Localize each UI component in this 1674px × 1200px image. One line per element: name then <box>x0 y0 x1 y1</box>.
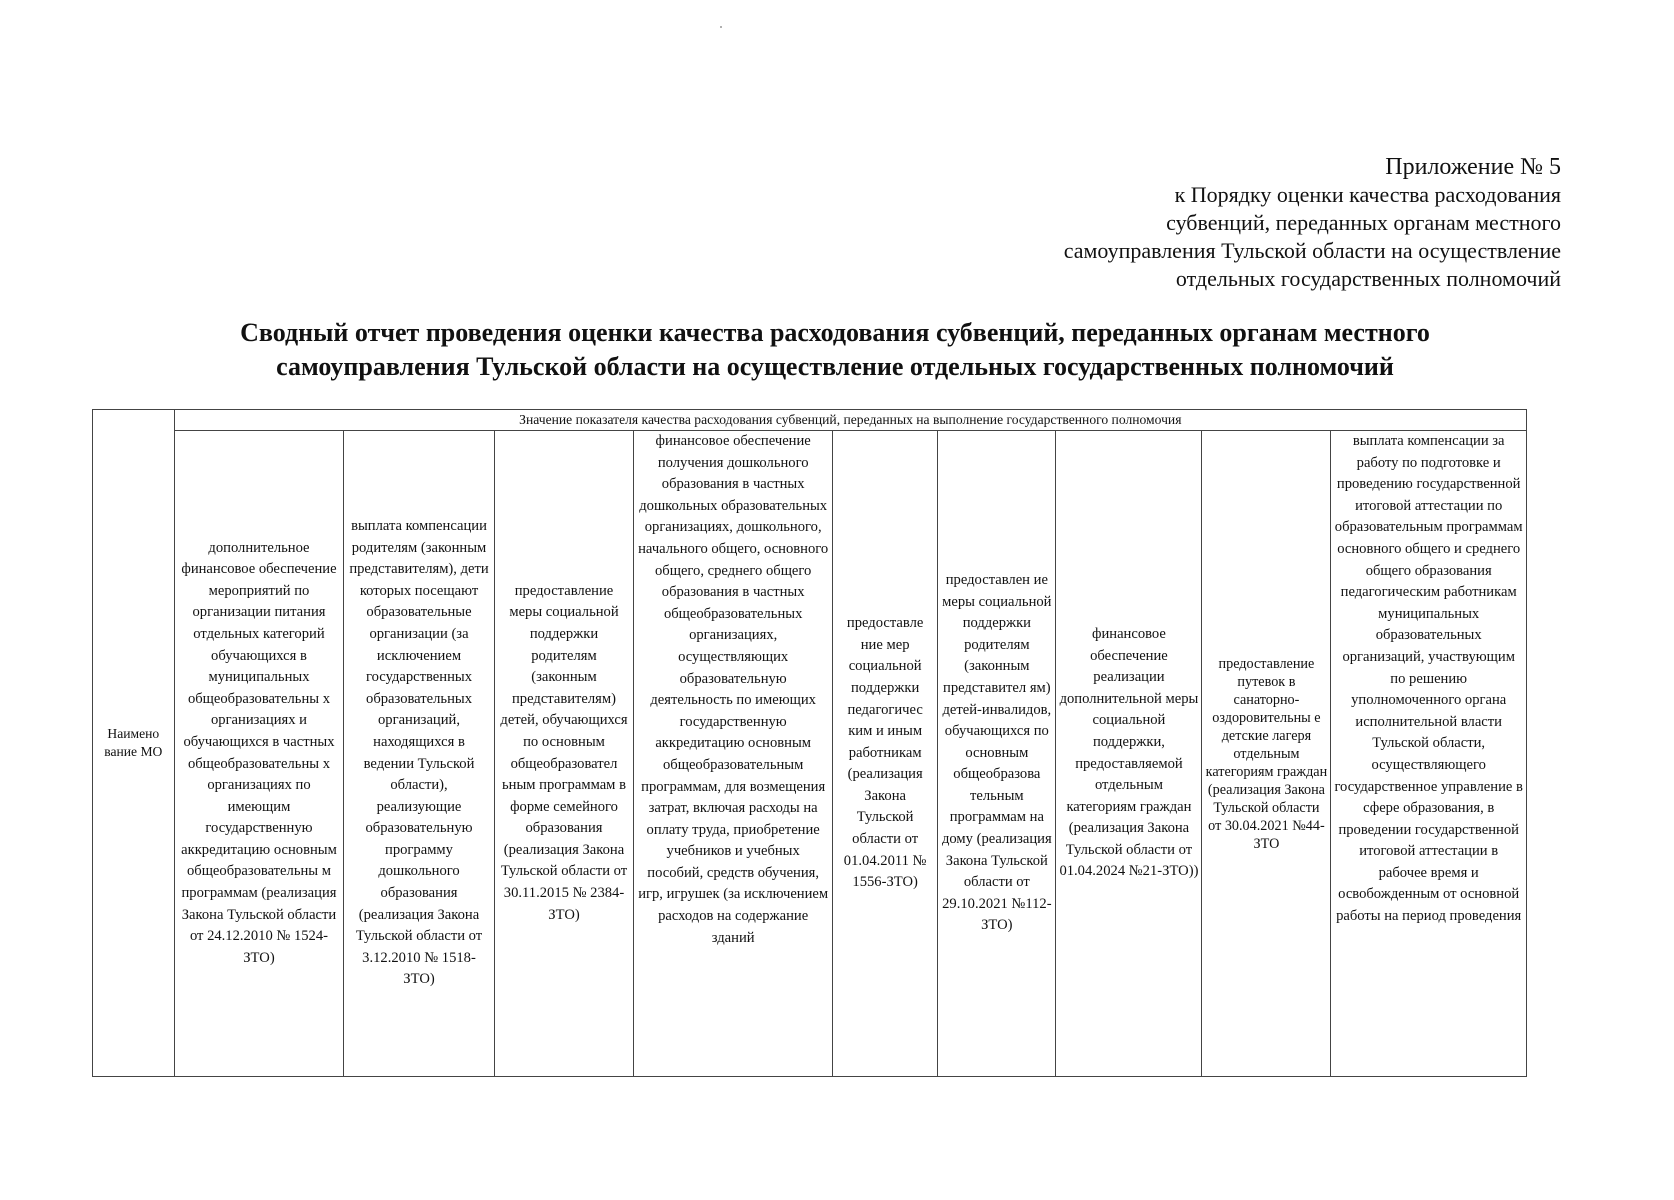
header-mo-name: Наимено вание МО <box>93 410 175 1077</box>
appendix-line: к Порядку оценки качества расходования <box>1174 182 1561 207</box>
appendix-number: Приложение № 5 <box>1385 154 1561 180</box>
title-line: Сводный отчет проведения оценки качества расходования субвенций, переданных органам местного <box>240 318 1430 347</box>
title-line: самоуправления Тульской области на осуществление отдельных государственных полномочий <box>276 352 1394 381</box>
column-header: предоставление меры социальной поддержки родителям (законным представителям) детей, обучающихся по основным общеобразовател ьным программам в форме семейного образования (реализация Закона Тульской области от 30.11.2015 № 2384-ЗТО) <box>494 431 634 1077</box>
scan-speck <box>720 26 722 28</box>
column-header: предоставление путевок в санаторно-оздоровительны е детские лагеря отдельным категориям граждан (реализация Закона Тульской области от 30.04.2021 №44-ЗТО <box>1202 431 1331 1077</box>
column-header: выплата компенсации за работу по подготовке и проведению государственной итоговой аттестации по образовательным программам основного общего и среднего общего образования педагогическим работникам муниципальных образовательных организаций, участвующим по решению уполномоченного органа исполнительной власти Тульской области, осуществляющего государственное управление в сфере образования, в проведении государственной итоговой аттестации в рабочее время и освобожденным от основной работы на период проведения <box>1331 431 1527 1077</box>
appendix-line: отдельных государственных полномочий <box>1175 266 1561 291</box>
appendix-line: субвенций, переданных органам местного <box>1166 210 1561 235</box>
column-header: финансовое обеспечение получения дошкольного образования в частных дошкольных образовательных организациях, дошкольного, начального общего, основного общего, среднего общего образования в частных общеобразовательных организациях, осуществляющих образовательную деятельность по имеющих государственную аккредитацию основным общеобразовательным программам, для возмещения затрат, включая расходы на оплату труда, приобретение учебников и учебных пособий, средств обучения, игр, игрушек (за исключением расходов на содержание зданий <box>634 431 833 1077</box>
header-indicator-group: Значение показателя качества расходования субвенций, переданных на выполнение государственного полномочия <box>174 410 1526 431</box>
appendix-block <box>861 153 1561 293</box>
report-table <box>92 409 1527 1077</box>
column-header: финансовое обеспечение реализации дополнительной меры социальной поддержки, предоставляемой отдельным категориям граждан (реализация Закона Тульской области от 01.04.2024 №21-ЗТО)) <box>1056 431 1202 1077</box>
column-header: предоставле ние мер социальной поддержки педагогичес ким и иным работникам (реализация Закона Тульской области от 01.04.2011 № 1556-ЗТО) <box>833 431 938 1077</box>
column-header: предоставлен ие меры социальной поддержки родителям (законным представител ям) детей-инвалидов, обучающихся по основным общеобразова тельным программам на дому (реализация Закона Тульской области от 29.10.2021 №112-ЗТО) <box>938 431 1056 1077</box>
appendix-line: самоуправления Тульской области на осуществление <box>1063 238 1561 263</box>
column-header: дополнительное финансовое обеспечение мероприятий по организации питания отдельных категорий обучающихся в муниципальных общеобразовательны х организациях и обучающихся в частных общеобразовательны х организациях по имеющим государственную аккредитацию основным общеобразовательны м программам (реализация Закона Тульской области от 24.12.2010 № 1524-ЗТО) <box>174 431 344 1077</box>
column-header: выплата компенсации родителям (законным представителям), дети которых посещают образовательные организации (за исключением государственных образовательных организаций, находящихся в ведении Тульской области), реализующие образовательную программу дошкольного образования (реализация Закона Тульской области от 3.12.2010 № 1518-ЗТО) <box>344 431 494 1077</box>
document-title <box>180 316 1490 384</box>
